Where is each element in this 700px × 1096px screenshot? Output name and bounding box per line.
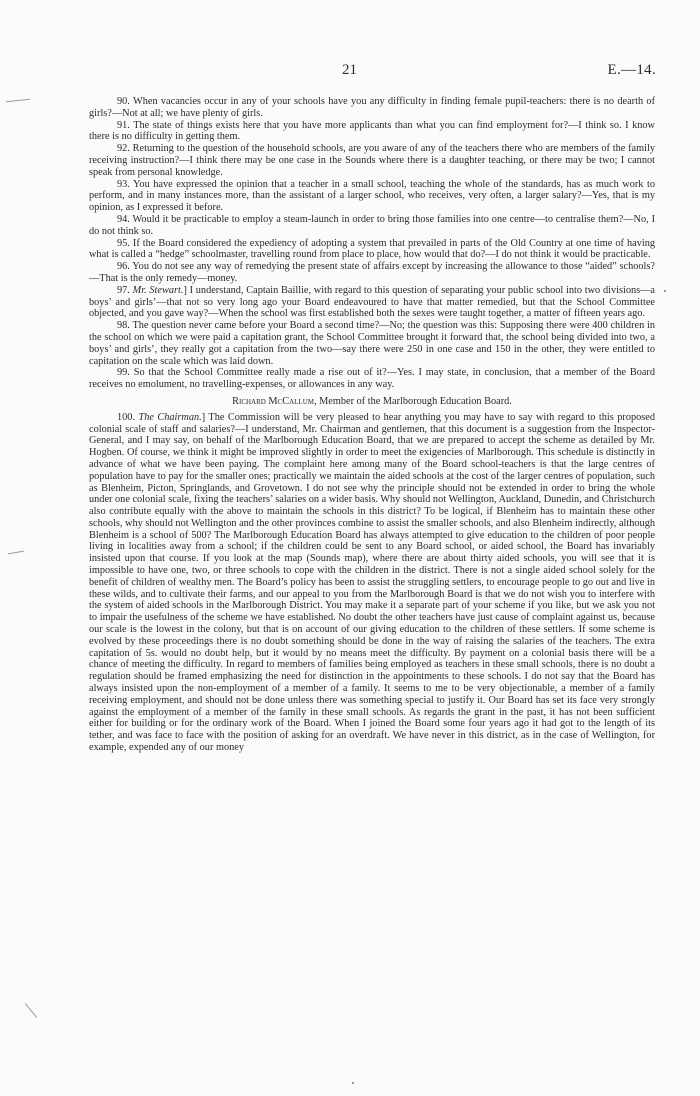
- paragraph-96: 96. You do not see any way of remedying the present state of affairs except by increasing the allowance to those “aided” schools?—That is the only remedy—money.: [89, 261, 655, 284]
- witness-heading: [89, 396, 655, 408]
- paragraph-97: [89, 285, 655, 320]
- page-reference: E.—14.: [607, 62, 656, 78]
- margin-mark: [8, 551, 24, 555]
- paragraph-95: 95. If the Board considered the expediency of adopting a system that prevailed in parts of the Old Country at one time of having what is called a “hedge” schoolmaster, travelling round from place to place, how would that do?—I do not think it would be practicable.: [89, 237, 655, 261]
- paragraph-90: 90. When vacancies occur in any of your schools have you any difficulty in finding female pupil-teachers: there is no dearth of girls?—Not at all; we have plenty of girls.: [89, 96, 655, 119]
- paragraph-93: 93. You have expressed the opinion that a teacher in a small school, teaching the whole of the standards, has as much work to perform, and in many instances more, than the assistant of a larger school, who receives, very often, a larger salary?—Yes, that is my opinion, as I expressed it before.: [89, 178, 655, 214]
- margin-mark: [6, 99, 30, 103]
- paragraph-91: 91. The state of things exists here that you have more applicants than what you can find employment for?—I think so. I know there is no difficulty in getting them.: [89, 119, 655, 143]
- margin-dot: [664, 290, 666, 292]
- witness-title: , Member of the Marlborough Education Board.: [313, 395, 512, 407]
- paragraph-text: ] I understand, Captain Baillie, with regard to this question of separating your public school into two divisions—a boys’ and girls’—that not so very long ago your Board endeavoured to have that matter remedied, but that the School Committee objected, and you gave way?—When the school was first established both the sexes were taught together, a matter of fifteen years ago.: [89, 284, 656, 320]
- paragraph-99: 99. So that the School Committee really made a rise out of it?—Yes. I may state, in conclusion, that a member of the Board receives no emolument, no travelling-expenses, or allowances in any way.: [89, 367, 655, 391]
- paragraph-94: 94. Would it be practicable to employ a steam-launch in order to bring those families into one centre—to centralise them?—No, I do not think so.: [89, 213, 655, 237]
- paragraph-98: 98. The question never came before your Board a second time?—No; the question was this: Supposing there were 400 children in the school on which we were paid a capitation grant, the School Committee brought it forward that, the school being divided into two, a boys’ and girls’, they really got a capitation from the two—say there were 250 in one case and 150 in the other, they were entitled to capitation on the scale which was laid down.: [89, 320, 655, 367]
- witness-name: Richard McCallum: [232, 395, 314, 407]
- speaker-name: The Chairman.: [138, 411, 202, 423]
- paragraph-text: ] The Commission will be very pleased to hear anything you may have to say with regard to this proposed colonial scale of staff and salaries?—I understand, Mr. Chairman and gentlemen, that this document is a suggestion from the Inspector-General, and I may say, on behalf of the Marlborough Education Board, that we are prepared to accept the scheme as detailed by Mr. Hogben. Of course, we think it might be improved slightly in order to meet the exigencies of Marlborough. This schedule is distinctly in advance of what we have been paying. The complaint here among many of the Board school-teachers is that the large centres of population have to pay for the smaller ones; practically we maintain the aided schools at the cost of the larger centres of population, such as Blenheim, Picton, Springlands, and Grovetown. I do not see why the principle should not be extended in order to bring the whole under one colonial scale, fixing the teachers’ salaries on a wider basis. Why should not Wellington, Auckland, Dunedin, and Christchurch also contribute equally with the above to maintain the schools in this district? To be logical, if Blenheim has to maintain these other schools, why should not Wellington and the other provinces combine to assist the smaller schools, and also Blenheim indirectly, although Blenheim is a school of 500? The Marlborough Education Board has always attempted to give education to the children of poor people living in localities away from a school; if the children could be sent to any Board school, or aided school, the Board has invariably insisted upon that course. If you look at the map (Sounds map), where there are about thirty aided schools, you will see that it is impossible to have one, two, or three schools to cope with the children in the district. There is not a single aided school solely for the benefit of children of wealthy men. The Board’s policy has been to assist the struggling settlers, to encourage people to go out and live in these wilds, and to cultivate their farms, and our appeal to you from the Marlborough Board is that we do not wish you to interfere with the system of aided schools in the Marlborough District. You may make it a separate part of your scheme if you like, but we ask you not to impair the usefulness of the scheme we have established. No doubt the other teachers have just cause of complaint against us, because our scale is the lowest in the colony, but that is on account of our giving education to the children of these settlers. If some scheme is evolved by these proceedings there is no doubt something should be done in the way of raising the salaries of the teachers. The extra capitation of 5s. would no doubt help, but it would by no means meet the difficulty. By payment on a colonial basis there will be a chance of meeting the difficulty. In regard to members of families being employed as teachers in these small schools, there is no doubt a regulation should be framed emphasizing the need for distinction in the appointments to these schools. I do not say that the Board has always insisted upon the non-employment of a member of a family. It seems to me to be very objectionable, a member of a family receiving employment, and should not be done unless there was something special to justify it. Our Board has set its face very strongly against the employment of a member of the family in these small schools. As regards the grant in the past, it has not been sufficient either for building or for the ordinary work of the Board. When I joined the Board some four years ago it had got to the length of its tether, and was face to face with the position of asking for an overdraft. We have never in this district, as in the case of Wellington, for example, expended any of our money: [89, 411, 655, 754]
- paragraph-92: 92. Returning to the question of the household schools, are you aware of any of the teachers there who are members of the family receiving instruction?—I think there may be one case in the Sounds where there is a daughter teaching, or there may be two; I cannot speak from personal knowledge.: [89, 143, 655, 178]
- question-number: 100.: [117, 411, 139, 423]
- page-number: 21: [342, 62, 357, 78]
- page-header: [0, 62, 700, 82]
- margin-mark: [25, 1003, 37, 1017]
- document-body: [89, 96, 655, 754]
- question-number: 97.: [117, 284, 133, 296]
- speaker-name: Mr. Stewart.: [132, 284, 184, 296]
- margin-dot: [352, 1082, 354, 1084]
- paragraph-100: [89, 412, 655, 754]
